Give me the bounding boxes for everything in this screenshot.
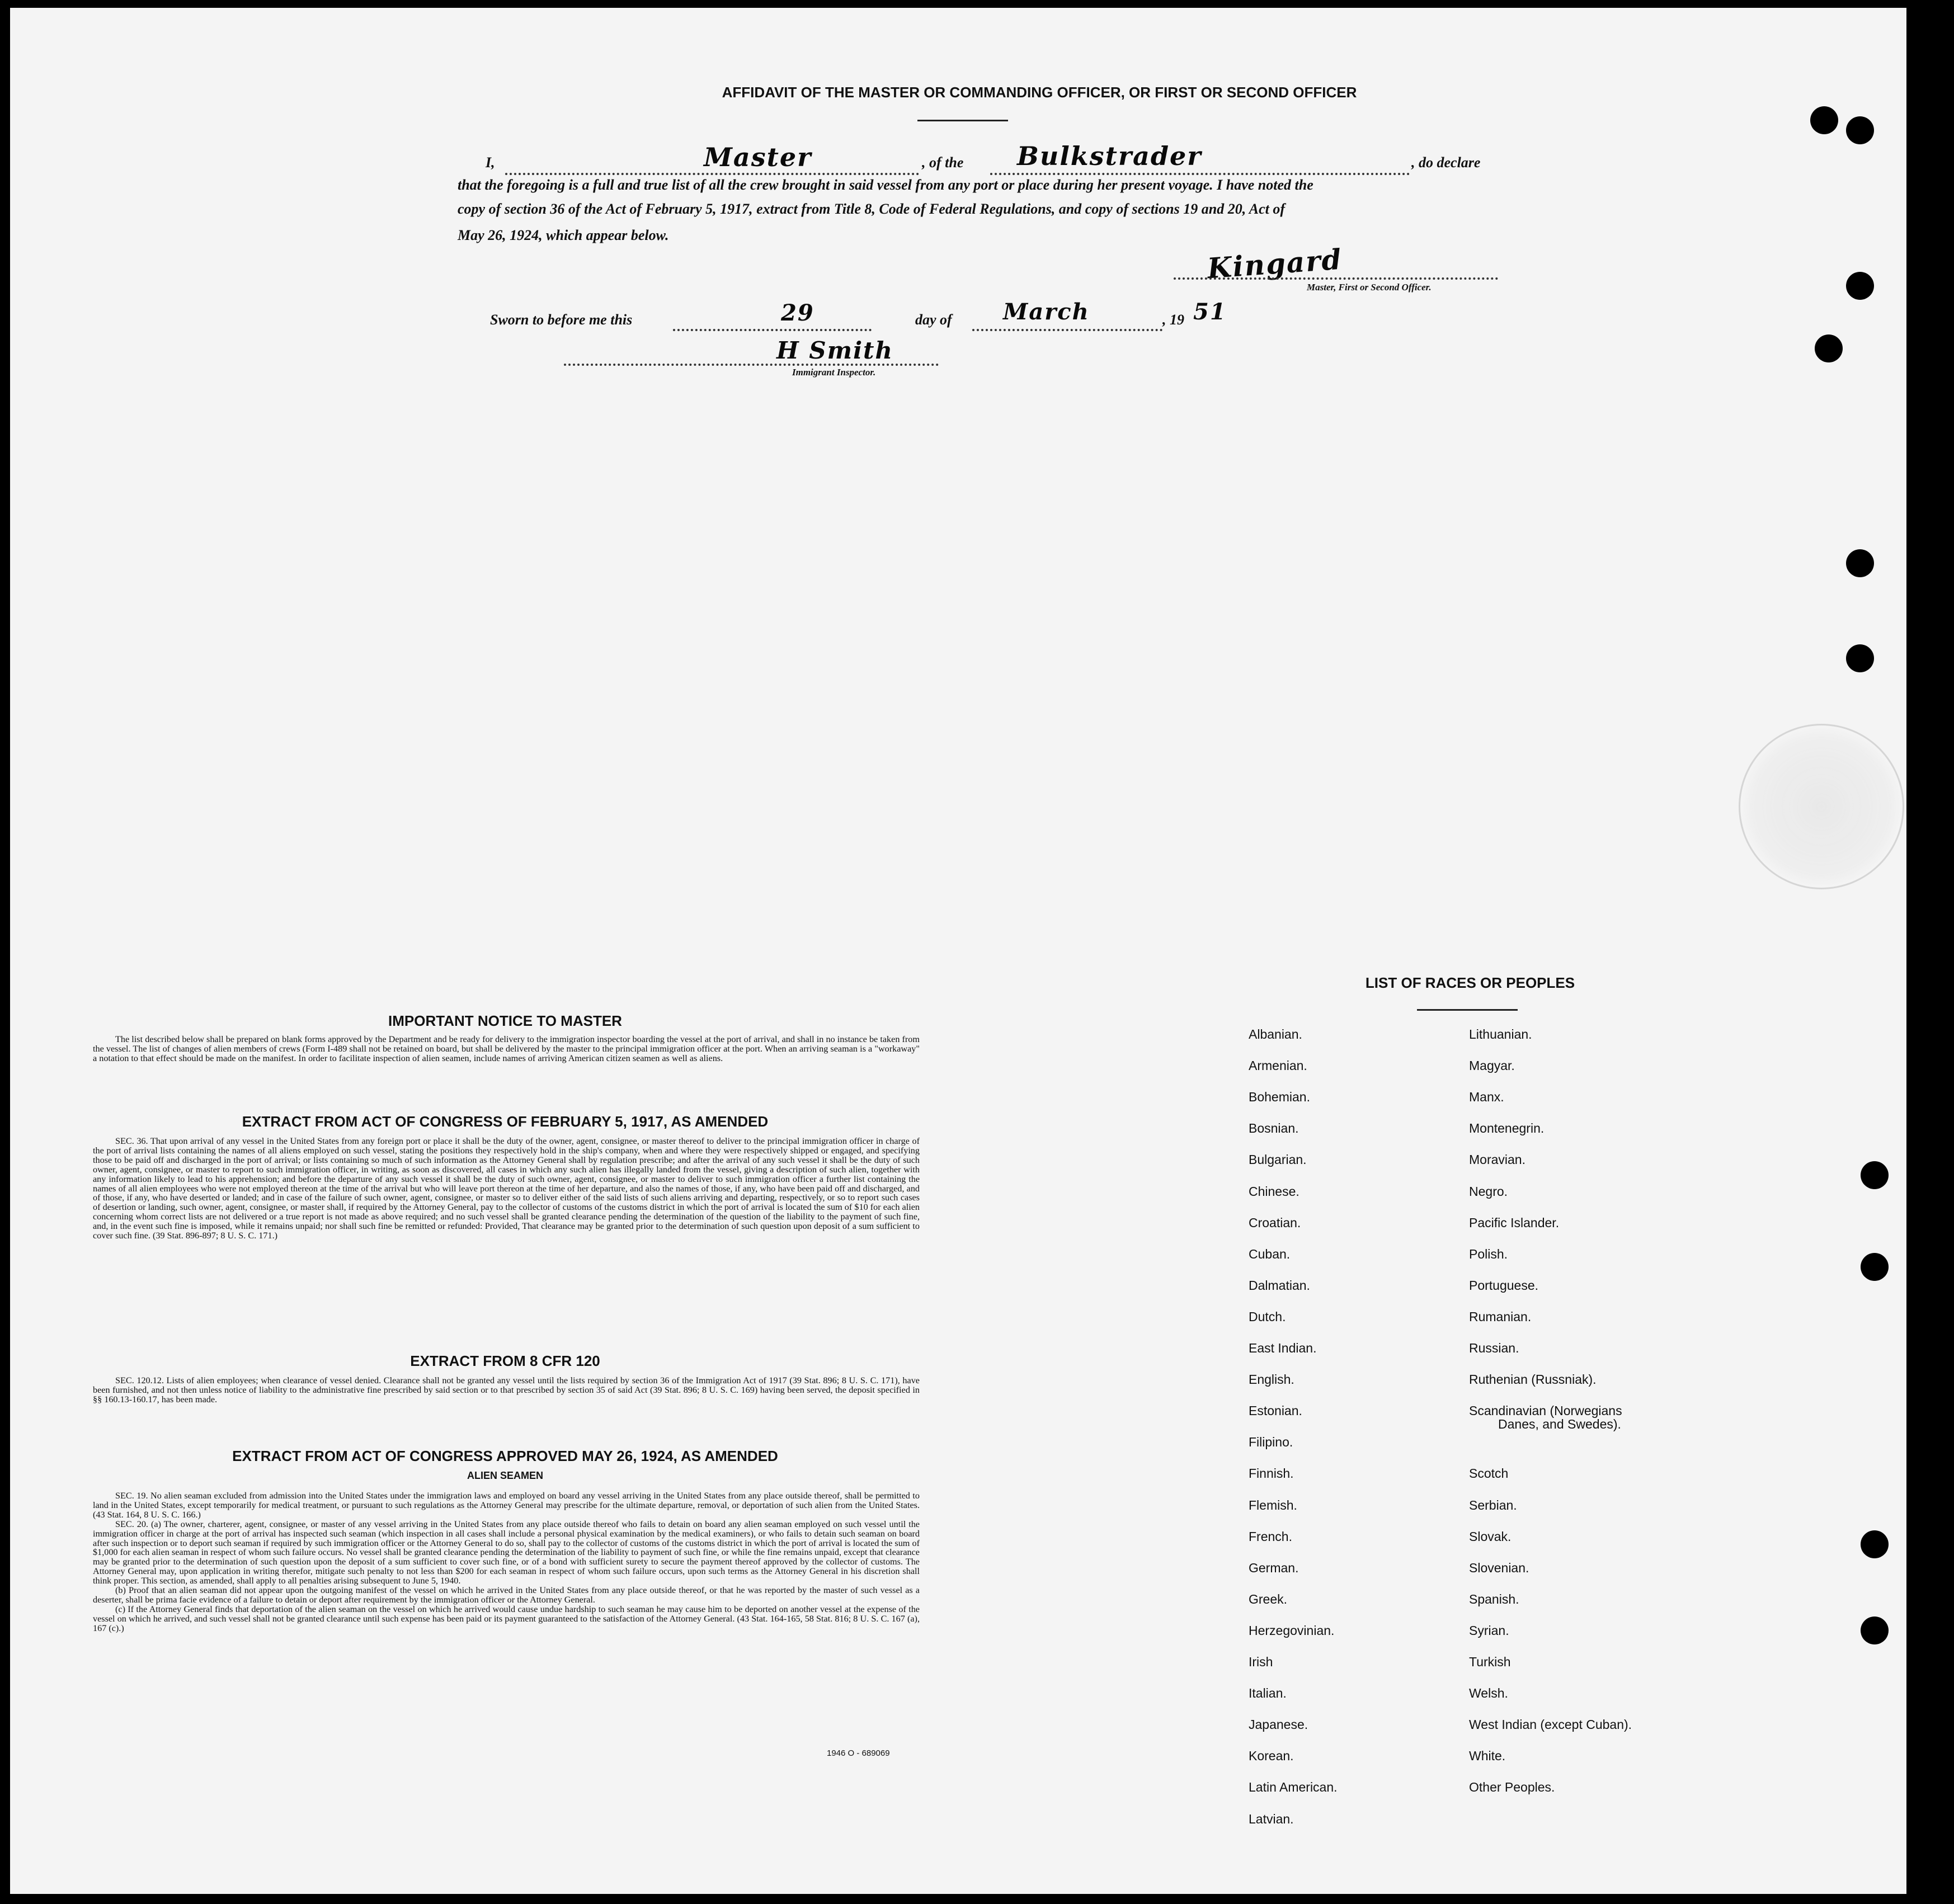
signature-caption: Master, First or Second Officer. (1307, 282, 1432, 293)
of-the-label: , of the (922, 154, 964, 171)
race-item: Dutch. (1249, 1309, 1286, 1324)
race-item: Montenegrin. (1469, 1121, 1545, 1136)
extract-1924-subtitle: ALIEN SEAMEN (467, 1470, 543, 1481)
vessel-line (990, 173, 1410, 175)
race-item: Ruthenian (Russniak). (1469, 1372, 1597, 1387)
sec20c-text: (c) If the Attorney General finds that deportation of the alien seaman on the vessel on which he arrived would cause undue hardship to such seaman he may cause him to be deported on another vessel at the expense of the vessel on which he arrived, and such vessel shall not be granted clearance until such expense has been paid or its payment guaranteed to the satisfaction of the Attorney General. (43 Stat. 164-165, 58 Stat. 816; 8 U. S. C. 167 (a), 167 (c).) (93, 1604, 920, 1633)
sworn-label: Sworn to before me this (490, 312, 633, 328)
master-signature: Kingard (1206, 242, 1344, 285)
race-item: Chinese. (1249, 1184, 1299, 1199)
punch-hole (1846, 549, 1874, 577)
day-line (673, 329, 872, 331)
race-item: Rumanian. (1469, 1309, 1532, 1324)
races-title: LIST OF RACES OR PEOPLES (1365, 974, 1575, 991)
do-declare-label: , do declare (1411, 154, 1481, 171)
race-item: Magyar. (1469, 1058, 1515, 1073)
faded-seal-stamp (1739, 724, 1904, 889)
race-item: Estonian. (1249, 1403, 1302, 1418)
race-item: Italian. (1249, 1686, 1287, 1701)
vessel-handwritten: Bulkstrader (1017, 141, 1202, 171)
extract-1917-body (93, 1137, 920, 1241)
race-item: Dalmatian. (1249, 1278, 1310, 1293)
affidavit-line-3: copy of section 36 of the Act of February 5, 1917, extract from Title 8, Code of Federal Regulations, and copy of sections 19 and 20, Act of (458, 201, 1285, 217)
race-item: Korean. (1249, 1749, 1294, 1764)
punch-hole (1861, 1530, 1889, 1558)
notice-title: IMPORTANT NOTICE TO MASTER (388, 1012, 622, 1029)
punch-hole (1815, 334, 1843, 362)
extract-1917-title: EXTRACT FROM ACT OF CONGRESS OF FEBRUARY 5, 1917, AS AMENDED (242, 1113, 769, 1130)
race-item: Scotch (1469, 1466, 1509, 1481)
race-item: Flemish. (1249, 1497, 1297, 1512)
race-item: Serbian. (1469, 1497, 1517, 1512)
race-item: Other Peoples. (1469, 1780, 1555, 1795)
sec120-text: SEC. 120.12. Lists of alien employees; when clearance of vessel denied. Clearance shall not be granted any vessel until the lists required by section 36 of the Immigration Act of 1917 (39 Stat. 896; 8 U. S. C. 171), have been furnished, and not then unless notice of liability to the administrative fine prescribed by said section or to that prescribed by section 35 of said Act (39 Stat. 896; 8 U. S. C. 169) having been served, the deposit specified in §§ 160.13-160.17, has been made. (93, 1375, 920, 1405)
punch-hole (1861, 1616, 1889, 1644)
signature-line (1174, 277, 1498, 280)
punch-hole (1861, 1161, 1889, 1189)
sec36-text: SEC. 36. That upon arrival of any vessel in the United States from any foreign port or place it shall be the duty of the owner, agent, consignee, or master thereof to deliver to the principal immigration officer in charge of the port of arrival lists containing the names of all aliens employed on such vessel, stating the positions they respectively hold in the ship's company, when and where they were respectively shipped or engaged, and specifying those to be paid off and discharged in the port of arrival; or lists containing so much of such information as the Attorney General shall by regulation prescribe; and after the arrival of any such vessel it shall be the duty of such owner, agent, consignee, or master to report to such immigration officer, in writing, as soon as discovered, all cases in which any such alien has illegally landed from the vessel, giving a description of such alien, together with any information likely to lead to his apprehension; and before the departure of any such vessel it shall be the duty of such owner, agent, consignee, or master to deliver to such immigration officer a further list containing the names of all alien employees who were not employed thereon at the time of the arrival but who will leave port thereon at the time of her departure, and also the names of those, if any, who have been paid off and discharged, and of those, if any, who have deserted or landed; and in case of the failure of such owner, agent, consignee, or master so to deliver either of the said lists of such aliens arriving and departing, respectively, or so to report such cases of desertion or landing, such owner, agent, consignee, or master shall, if required by the Attorney General, pay to the collector of customs of the customs district in which the port of arrival is located the sum of $10 for each alien concerning whom correct lists are not delivered or a true report is not made as above required; and no such vessel shall be granted clearance pending the determination of the question of the liability to the payment of such fine, and, in the event such fine is imposed, while it remains unpaid; nor shall such fine be remitted or refunded: Provided, That clearance may be granted prior to the determination of such question upon deposit of a sum sufficient to cover such fine. (39 Stat. 896-897; 8 U. S. C. 171.) (93, 1136, 920, 1241)
day-of-label: day of (915, 312, 952, 328)
extract-cfr-body (93, 1376, 920, 1405)
race-item: German. (1249, 1560, 1299, 1575)
punch-hole (1861, 1253, 1889, 1281)
race-item: Latvian. (1249, 1811, 1294, 1826)
race-item: Lithuanian. (1469, 1027, 1532, 1041)
title-rule (917, 120, 1008, 121)
race-item: Herzegovinian. (1249, 1623, 1335, 1638)
race-item: Bohemian. (1249, 1090, 1310, 1105)
month-line (972, 329, 1162, 331)
race-item: East Indian. (1249, 1341, 1317, 1355)
punch-hole (1810, 106, 1838, 134)
race-item: Moravian. (1469, 1152, 1525, 1167)
race-item: Greek. (1249, 1591, 1288, 1606)
rank-line (505, 173, 919, 175)
race-item: Cuban. (1249, 1246, 1291, 1261)
inspector-line (564, 364, 939, 366)
punch-hole (1846, 644, 1874, 672)
notice-body (93, 1035, 920, 1063)
print-code: 1946 O - 689069 (827, 1749, 890, 1758)
race-item: Turkish (1469, 1655, 1511, 1669)
punch-hole (1846, 272, 1874, 300)
affidavit-line-2: that the foregoing is a full and true list of all the crew brought in said vessel from any port or place during her present voyage. I have noted the (458, 177, 1313, 193)
race-item: Finnish. (1249, 1466, 1294, 1481)
race-item: Filipino. (1249, 1435, 1293, 1450)
race-item: Portuguese. (1469, 1278, 1539, 1293)
year-handwritten: 51 (1193, 299, 1227, 325)
sec20a-text: SEC. 20. (a) The owner, charterer, agent, consignee, or master of any vessel arriving in the United States from any place outside thereof who fails to detain on board any alien seaman employed on such vessel until the immigration officer in charge at the port of arrival has inspected such seaman (which inspection in all cases shall include a personal physical examination by the medical examiners), or who fails to detain such seaman on board after such inspection or to deport such seaman if required by such immigration officer or the Attorney General to do so, shall pay to the collector of customs of the customs district in which the port of arrival is located the sum of $1,000 for each alien seaman in respect of whom such failure occurs. No vessel shall be granted clearance pending the determination of the liability to payment of such fine, or while the fine remains unpaid, except that clearance may be granted prior to the determination of such question upon the deposit of a sum sufficient to cover such fine, or of a bond with sufficient surety to secure the payment thereof approved by the collector of customs. The Attorney General may, upon application in writing therefor, mitigate such penalty to not less than $200 for each seaman in respect of whom such failure occurs, upon such terms as the Attorney General in his discretion shall think proper. This section, as amended, shall apply to all penalties arising subsequent to June 5, 1940. (93, 1519, 920, 1586)
sec20b-text: (b) Proof that an alien seaman did not appear upon the outgoing manifest of the vessel on which he arrived in the United States from any place outside thereof, or that he was reported by the master of such vessel as a deserter, shall be prima facie evidence of a failure to detain or deport after requirement by the immigration officer or the Attorney General. (93, 1585, 920, 1605)
race-item: Slovenian. (1469, 1560, 1529, 1575)
race-item: Japanese. (1249, 1717, 1308, 1732)
extract-1924-body (93, 1491, 920, 1633)
month-handwritten: March (1003, 299, 1090, 325)
race-item: Syrian. (1469, 1623, 1509, 1638)
notice-text: The list described below shall be prepared on blank forms approved by the Department and be ready for delivery to the immigration inspector boarding the vessel at the port of arrival, and shall in no instance be taken from the vessel. The list of changes of alien members of crews (Form I-489 shall not be retained on board, but shall be delivered by the master to the principal immigration officer at the port. When an arriving seaman is a "workaway" a notation to that effect should be made on the manifest. In order to facilitate inspection of alien seamen, include names of arriving American citizen seamen as well as aliens. (93, 1034, 920, 1063)
inspector-caption: Immigrant Inspector. (792, 367, 876, 378)
extract-1924-title: EXTRACT FROM ACT OF CONGRESS APPROVED MAY 26, 1924, AS AMENDED (232, 1448, 778, 1464)
race-item: Slovak. (1469, 1529, 1512, 1544)
race-item: Albanian. (1249, 1027, 1302, 1041)
day-handwritten: 29 (781, 300, 814, 326)
race-item: White. (1469, 1749, 1506, 1764)
race-item: Negro. (1469, 1184, 1508, 1199)
race-item: Bosnian. (1249, 1121, 1299, 1136)
race-item: French. (1249, 1529, 1292, 1544)
race-item: Welsh. (1469, 1686, 1508, 1701)
extract-cfr-title: EXTRACT FROM 8 CFR 120 (410, 1352, 600, 1369)
race-item: Manx. (1469, 1090, 1504, 1105)
race-item: Bulgarian. (1249, 1152, 1307, 1167)
race-item: Pacific Islander. (1469, 1215, 1560, 1230)
race-item: Armenian. (1249, 1058, 1307, 1073)
races-title-rule (1417, 1009, 1518, 1011)
race-item: Polish. (1469, 1246, 1508, 1261)
race-item: Croatian. (1249, 1215, 1301, 1230)
punch-hole (1846, 116, 1874, 144)
i-label: I, (486, 154, 495, 171)
inspector-signature: H Smith (776, 337, 893, 364)
affidavit-line-4: May 26, 1924, which appear below. (458, 227, 669, 243)
sec19-text: SEC. 19. No alien seaman excluded from admission into the United States under the immigration laws and employed on board any vessel arriving in the United States from any place outside thereof, shall be permitted to land in the United States, except temporarily for medical treatment, or pursuant to such regulations as the Attorney General may prescribe for the ultimate departure, removal, or deportation of such alien from the United States. (43 Stat. 164, 8 U. S. C. 166.) (93, 1491, 920, 1520)
race-item: Scandinavian (Norwegians (1469, 1403, 1622, 1418)
affidavit-title: AFFIDAVIT OF THE MASTER OR COMMANDING OFFICER, OR FIRST OR SECOND OFFICER (722, 84, 1357, 101)
race-item: English. (1249, 1372, 1294, 1387)
race-item: West Indian (except Cuban). (1469, 1717, 1632, 1732)
race-item: Russian. (1469, 1341, 1519, 1355)
document-page (10, 8, 1906, 1894)
race-item: Irish (1249, 1655, 1273, 1669)
race-item: Spanish. (1469, 1591, 1519, 1606)
race-item: Danes, and Swedes). (1498, 1417, 1621, 1432)
rank-handwritten: Master (704, 142, 812, 172)
year-prefix: , 19 (1162, 312, 1184, 328)
race-item: Latin American. (1249, 1780, 1338, 1795)
